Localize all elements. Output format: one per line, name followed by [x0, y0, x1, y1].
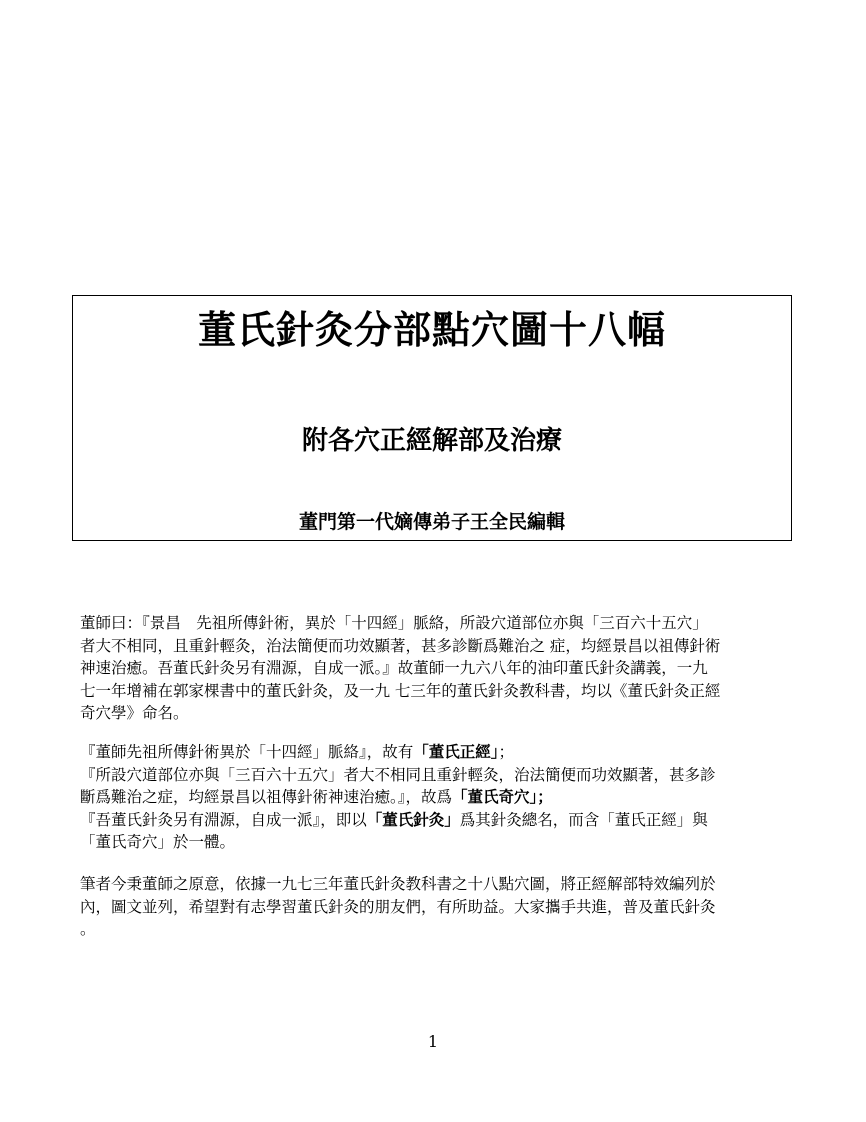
- text-segment: 爲其針灸總名，而含「董氏正經」與: [459, 810, 708, 829]
- text-line: [80, 786, 786, 809]
- bold-term-dong-zhenjiu: 「董氏針灸」: [366, 810, 460, 829]
- text-line: 董師曰：『景昌 先祖所傳針術，異於「十四經」脈絡，所設穴道部位亦與「三百六十五穴」: [80, 614, 708, 632]
- bold-term-dong-qixue: 「董氏奇穴」；: [452, 788, 553, 806]
- text-line: 『所設穴道部位亦與「三百六十五穴」者大不相同且重針輕灸，治法簡便而功效顯著，甚多診: [80, 765, 716, 784]
- text-line: [80, 741, 786, 764]
- bold-term-dong-zhengjing: 「董氏正經」: [413, 743, 499, 761]
- paragraph-definitions: [80, 741, 786, 854]
- document-title: 董氏針灸分部點穴圖十八幅: [197, 308, 666, 352]
- document-subtitle: 附各穴正經解部及治療: [301, 426, 562, 456]
- text-segment: 斷爲難治之症，均經景昌以祖傳針術神速治癒。』，故爲: [80, 788, 453, 806]
- text-segment: 『吾董氏針灸另有淵源，自成一派』，即以: [80, 810, 367, 829]
- text-segment: ；: [498, 743, 515, 761]
- text-segment: 『董師先祖所傳針術異於「十四經」脈絡』，故有: [80, 743, 414, 761]
- title-box: [72, 295, 792, 541]
- text-line: 。: [80, 920, 96, 938]
- paragraph-intro: [80, 612, 786, 725]
- text-line: 筆者今秉董師之原意，依據一九七三年董氏針灸教科書之十八點穴圖，將正經解部特效編列於: [80, 875, 716, 893]
- paragraph-purpose: [80, 873, 786, 941]
- text-line: 內，圖文並列，希望對有志學習董氏針灸的朋友們，有所助益。大家攜手共進，普及董氏針灸: [80, 897, 716, 916]
- text-line: 「董氏奇穴」於一體。: [80, 833, 236, 851]
- text-line: 者大不相同，且重針輕灸，治法簡便而功效顯著，甚多診斷爲難治之 症，均經景昌以祖傳針術: [80, 636, 721, 655]
- text-line: [80, 809, 786, 832]
- document-author: 董門第一代嫡傳弟子王全民編輯: [298, 511, 565, 533]
- text-line: 奇穴學》命名。: [80, 704, 189, 722]
- text-line: 七一年增補在郭家棵書中的董氏針灸，及一九 七三年的董氏針灸教科書，均以《董氏針灸正經: [80, 681, 721, 700]
- text-line: 神速治癒。吾董氏針灸另有淵源，自成一派。』故董師一九六八年的油印董氏針灸講義，一九: [80, 659, 708, 677]
- page-number: 1: [427, 1032, 439, 1051]
